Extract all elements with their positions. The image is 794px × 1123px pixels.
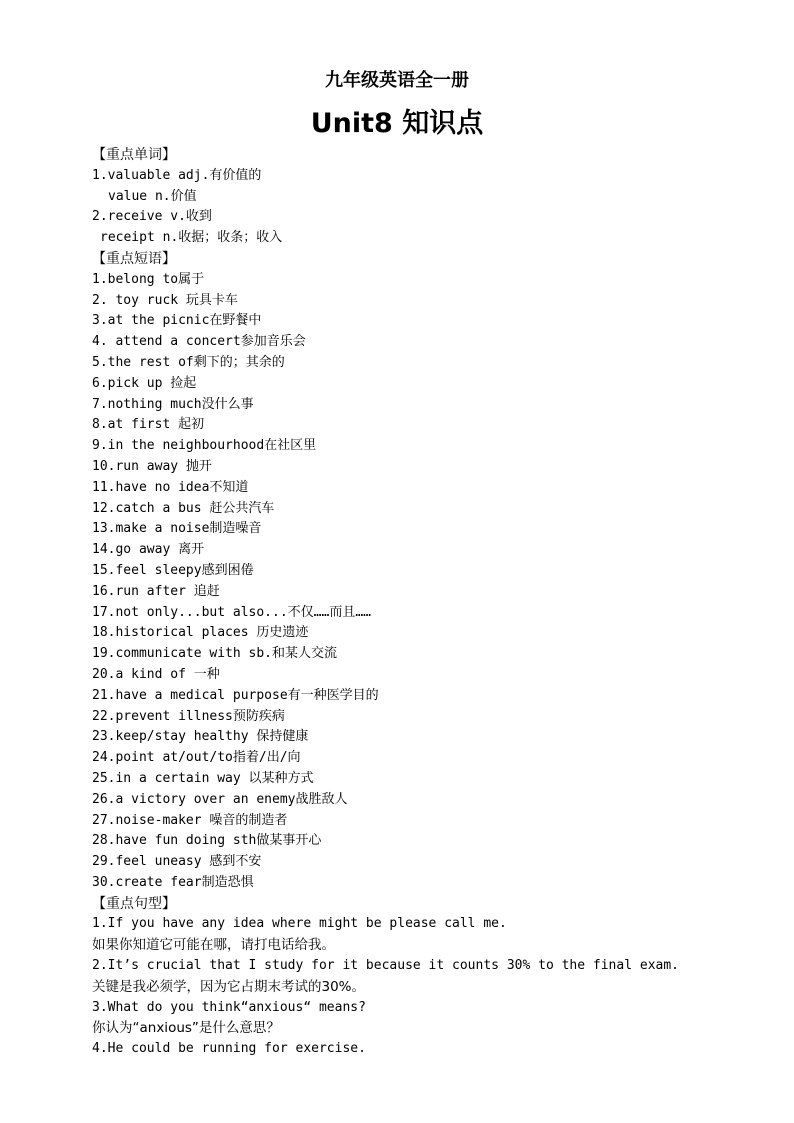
phrase-line: 25.in a certain way 以某种方式 — [92, 770, 314, 786]
word-line: 2.receive v.收到 — [92, 209, 212, 225]
section-header-sentences: 【重点句型】 — [92, 895, 176, 912]
phrase-line: 22.prevent illness预防疾病 — [92, 708, 285, 724]
phrase-line: 24.point at/out/to指着/出/向 — [92, 750, 301, 766]
word-line: 1.valuable adj.有价值的 — [92, 167, 262, 183]
phrase-line: 27.noise-maker 噪音的制造者 — [92, 812, 288, 828]
sentence-translation: 如果你知道它可能在哪，请打电话给我。 — [92, 937, 335, 954]
phrase-line: 19.communicate with sb.和某人交流 — [92, 646, 338, 662]
section-header-words: 【重点单词】 — [92, 147, 176, 163]
sentence-english: 4.He could be running for exercise. — [92, 1041, 366, 1057]
phrase-line: 23.keep/stay healthy 保持健康 — [92, 729, 309, 745]
phrase-line: 15.feel sleepy感到困倦 — [92, 562, 254, 578]
document-subtitle: Unit8 知识点 — [310, 108, 484, 139]
phrase-line: 26.a victory over an enemy战胜敌人 — [92, 791, 348, 807]
phrase-line: 21.have a medical purpose有一种医学目的 — [92, 687, 379, 703]
phrase-line: 16.run after 追赶 — [92, 583, 220, 599]
phrase-line: 12.catch a bus 赶公共汽车 — [92, 500, 275, 516]
phrase-line: 18.historical places 历史遗迹 — [92, 625, 309, 641]
phrase-line: 5.the rest of剩下的；其余的 — [92, 354, 285, 370]
phrase-line: 14.go away 离开 — [92, 542, 205, 558]
phrase-line: 17.not only...but also...不仅……而且…… — [92, 604, 371, 620]
phrase-line: 8.at first 起初 — [92, 417, 205, 433]
phrase-line: 20.a kind of 一种 — [92, 666, 220, 682]
phrase-line: 7.nothing much没什么事 — [92, 396, 254, 412]
word-line: value n.价值 — [108, 188, 197, 204]
phrase-line: 11.have no idea不知道 — [92, 479, 249, 495]
phrase-line: 28.have fun doing sth做某事开心 — [92, 833, 322, 849]
phrase-line: 3.at the picnic在野餐中 — [92, 313, 262, 329]
phrase-line: 4. attend a concert参加音乐会 — [92, 334, 306, 350]
phrase-line: 1.belong to属于 — [92, 271, 205, 287]
sentence-english: 2.It’s crucial that I study for it because it counts 30% to the final exam. — [92, 958, 679, 974]
document-body — [92, 145, 772, 1060]
phrase-line: 30.create fear制造恐惧 — [92, 874, 254, 890]
phrase-line: 13.make a noise制造噪音 — [92, 521, 262, 537]
word-line: receipt n.收据；收条；收入 — [100, 230, 283, 246]
phrase-line: 6.pick up 捡起 — [92, 375, 197, 391]
phrase-line: 29.feel uneasy 感到不安 — [92, 854, 262, 870]
phrase-line: 2. toy ruck 玩具卡车 — [92, 292, 238, 308]
phrase-line: 9.in the neighbourhood在社区里 — [92, 438, 317, 454]
sentence-translation: 你认为“anxious”是什么意思？ — [92, 1020, 280, 1037]
document-title: 九年级英语全一册 — [325, 70, 469, 91]
sentence-translation: 关键是我必须学，因为它占期末考试的30%。 — [92, 978, 366, 995]
sentence-english: 1.If you have any idea where might be please call me. — [92, 916, 507, 932]
sentence-english: 3.What do you think“anxious“ means? — [92, 999, 366, 1015]
section-header-phrases: 【重点短语】 — [92, 250, 176, 267]
phrase-line: 10.run away 抛开 — [92, 458, 212, 474]
